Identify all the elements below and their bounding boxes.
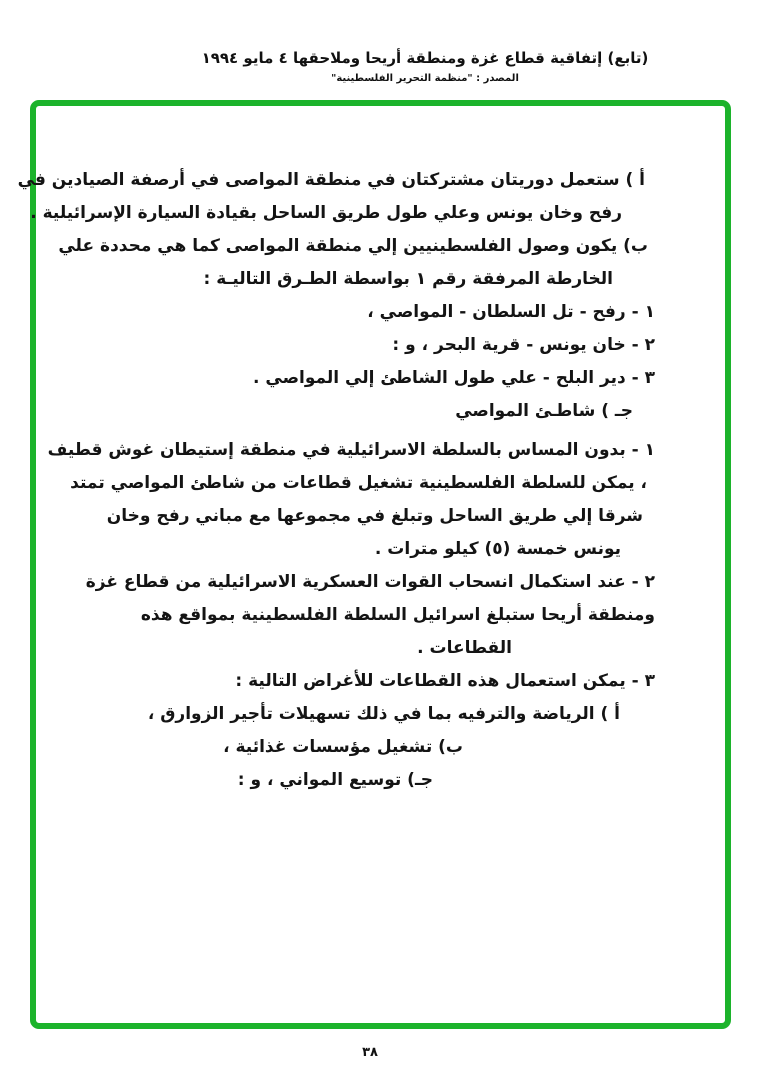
text-line: رفح وخان يونس وعلي طول طريق الساحل بقيادة السيارة الإسرائيلية . [30, 203, 622, 223]
text-line: ب) تشغيل مؤسسات غذائية ، [223, 737, 463, 757]
section-item-c [76, 395, 655, 428]
section-route-1 [76, 296, 655, 329]
text-line: ١ - بدون المساس بالسلطة الاسرائيلية في منطقة إستيطان غوش قطيف [47, 440, 655, 460]
section-route-2 [76, 329, 655, 362]
text-line: جـ) توسيع المواني ، و : [237, 770, 433, 790]
green-content-frame [17, 100, 731, 1029]
page-number: ٣٨ [362, 1045, 378, 1060]
text-line: ب) يكون وصول الفلسطينيين إلي منطقة المواصى كما هي محددة علي [58, 236, 648, 256]
text-line: أ ) الرياضة والترفيه بما في ذلك تسهيلات تأجير الزوارق ، [147, 704, 620, 724]
section-clause-1 [47, 434, 655, 566]
text-line: أ ) ستعمل دوريتان مشتركتان في منطقة المواصى في أرصفة الصيادين في [17, 170, 645, 190]
page-footer [0, 1041, 762, 1060]
text-line: ، يمكن للسلطة الفلسطينية تشغيل قطاعات من شاطئ المواصي تمتد [70, 473, 647, 493]
section-clause-3 [76, 665, 655, 698]
text-line: جـ ) شاطـئ المواصي [455, 401, 633, 421]
section-route-3 [76, 362, 655, 395]
section-purpose-b [76, 731, 655, 764]
document-source-line: المصدر : "منظمة التحرير الفلسطينية" [331, 73, 519, 84]
text-line: يونس خمسة (٥) كيلو مترات . [374, 539, 621, 559]
text-line: ٢ - عند استكمال انسحاب القوات العسكرية الاسرائيلية من قطاع غزة [85, 572, 655, 592]
text-line: ٢ - خان يونس - قرية البحر ، و : [392, 335, 655, 355]
text-line: شرقا إلي طريق الساحل وتبلغ في مجموعها مع مباني رفح وخان [106, 506, 643, 526]
document-body [17, 106, 725, 797]
section-item-b [58, 230, 655, 296]
page-header [0, 0, 762, 86]
text-line: القطاعات . [417, 638, 512, 658]
text-line: ٣ - يمكن استعمال هذه القطاعات للأغراض التالية : [235, 671, 655, 691]
text-line: الخارطة المرفقة رقم ١ بواسطة الطـرق التاليـة : [203, 269, 613, 289]
section-purpose-a [76, 698, 655, 731]
text-line: ومنطقة أريحا ستبلغ اسرائيل السلطة الفلسطينية بمواقع هذه [140, 605, 655, 625]
section-clause-2 [76, 566, 655, 665]
text-line: ٣ - دير البلح - علي طول الشاطئ إلي المواصي . [253, 368, 655, 388]
text-line: ١ - رفح - تل السلطان - المواصي ، [367, 302, 655, 322]
document-title: (تابع) إتفاقية قطاع غزة ومنطقة أريحا وملاحقها ٤ مايو ١٩٩٤ [201, 49, 649, 67]
section-item-a [17, 164, 655, 230]
section-purpose-c [76, 764, 655, 797]
